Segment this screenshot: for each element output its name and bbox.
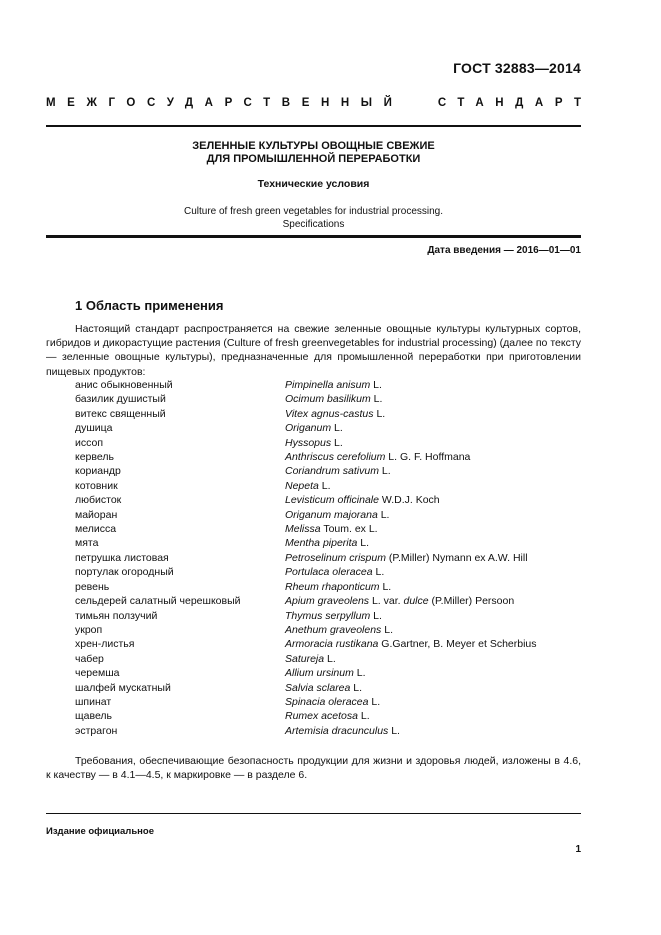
plant-russian-name: шалфей мускатный: [75, 681, 171, 694]
plant-russian-name: любисток: [75, 494, 122, 507]
plant-latin-binomial: Thymus serpyllum: [285, 609, 371, 622]
plant-latin-binomial: Coriandrum sativum: [285, 465, 379, 478]
plant-latin-authority: L.: [370, 393, 383, 406]
plant-latin-name: [285, 594, 581, 608]
plant-russian-name: укроп: [75, 623, 103, 636]
plant-row: [75, 580, 581, 594]
plant-row: [75, 464, 581, 478]
plant-latin-authority: L.: [368, 695, 381, 708]
plant-row: [75, 450, 581, 464]
plant-latin-name: [285, 436, 581, 450]
plant-russian-name: шпинат: [75, 695, 112, 708]
plant-russian-name: черемша: [75, 667, 120, 680]
plant-latin-binomial: Hyssopus: [285, 436, 332, 449]
plant-latin-binomial: Salvia sclarea: [285, 681, 351, 694]
plant-latin-binomial: Vitex agnus-castus: [285, 407, 374, 420]
plant-row: [75, 623, 581, 637]
plant-latin-authority: L.: [388, 724, 400, 737]
plant-latin-name: [285, 666, 581, 680]
banner-word-standard: СТАНДАРТ: [437, 97, 593, 109]
plant-russian-name: щавель: [75, 710, 113, 723]
plant-latin-binomial: Origanum: [285, 422, 332, 435]
english-title-line-2: Specifications: [282, 219, 345, 230]
plant-latin-authority: L.: [324, 652, 336, 665]
plant-latin-authority: (P.Miller) Nymann ex A.W. Hill: [385, 551, 528, 564]
plant-latin-name: [285, 464, 581, 478]
plant-russian-name: витекс священный: [75, 407, 166, 420]
plant-russian-name: чабер: [75, 652, 104, 665]
plant-latin-authority: L.: [377, 508, 390, 521]
plant-latin-binomial: Anethum graveolens: [285, 623, 382, 636]
official-edition-label: Издание официальное: [46, 826, 154, 837]
plant-latin-authority: L.: [350, 681, 363, 694]
plant-latin-authority: L. var.: [369, 595, 404, 608]
plant-latin-name: [285, 695, 581, 709]
plant-russian-name: эстрагон: [75, 724, 118, 737]
plant-row: [75, 551, 581, 565]
footer-divider: [46, 813, 581, 814]
plant-latin-authority: L.: [372, 566, 385, 579]
plant-latin-name: [285, 551, 581, 565]
plant-russian-name: сельдерей салатный черешковый: [75, 595, 241, 608]
plant-latin-binomial: Pimpinella anisum: [285, 379, 371, 391]
plant-latin-binomial: Mentha piperita: [285, 537, 358, 550]
top-divider: [46, 125, 581, 127]
banner-word-interstate: МЕЖГОСУДАРСТВЕННЫЙ: [46, 97, 404, 109]
plant-row: [75, 637, 581, 651]
plant-row: [75, 666, 581, 680]
plant-latin-authority: L.: [353, 667, 366, 680]
plant-russian-name: хрен-листья: [75, 638, 135, 651]
plant-latin-name: [285, 508, 581, 522]
english-title-line-1: Culture of fresh green vegetables for industrial processing.: [183, 206, 444, 217]
plant-russian-name: анис обыкновенный: [75, 379, 173, 391]
plant-latin-name: [285, 637, 581, 651]
thick-divider: [46, 235, 581, 238]
plant-latin-authority: L.: [331, 422, 343, 435]
plant-latin-name: [285, 580, 581, 594]
plant-latin-authority: L.: [370, 609, 382, 622]
plant-latin-binomial: Ocimum basilikum: [285, 393, 371, 406]
plant-russian-name: мелисса: [75, 523, 117, 536]
plant-russian-name: петрушка листовая: [75, 551, 169, 564]
plant-row: [75, 436, 581, 450]
requirements-paragraph: Требования, обеспечивающие безопасность продукции для жизни и здоровья людей, изложены в 4.6, к качеству — в 4.1—4.5, к маркировке — в разделе 6.: [46, 755, 581, 782]
english-title: [46, 205, 581, 231]
plant-row: [75, 421, 581, 435]
plant-latin-name: [285, 536, 581, 550]
plant-russian-name: тимьян ползучий: [75, 609, 158, 622]
plant-russian-name: иссоп: [75, 436, 104, 449]
plant-latin-binomial: Rumex acetosa: [285, 710, 358, 723]
scope-paragraph: Настоящий стандарт распространяется на свежие зеленные овощные культуры культурных сортов, гибридов и дикорастущие растения (Culture of fresh greenvegetables for industrial processing) (далее по тексту — зеленные овощные культуры), предназначенные для промышленной переработки при приготовлении пищевых продуктов:: [46, 323, 581, 378]
title-line-2: ДЛЯ ПРОМЫШЛЕННОЙ ПЕРЕРАБОТКИ: [206, 153, 421, 165]
page-number: 1: [575, 844, 581, 855]
introduction-date: Дата введения — 2016—01—01: [427, 245, 581, 256]
plant-russian-name: портулак огородный: [75, 566, 174, 579]
plant-latin-variety-authority: (P.Miller) Persoon: [428, 595, 515, 608]
document-subtitle: Технические условия: [257, 178, 370, 190]
plant-latin-name: [285, 479, 581, 493]
plant-latin-binomial: Artemisia dracunculus: [285, 724, 389, 737]
plant-row: [75, 709, 581, 723]
title-line-1: ЗЕЛЕННЫЕ КУЛЬТУРЫ ОВОЩНЫЕ СВЕЖИЕ: [192, 140, 435, 152]
gost-number: ГОСТ 32883—2014: [453, 60, 581, 76]
plant-russian-name: мята: [75, 537, 99, 550]
plant-latin-authority: L.: [381, 623, 393, 636]
plant-latin-binomial: Petroselinum crispum: [285, 551, 386, 564]
plant-latin-authority: L.: [379, 580, 392, 593]
plant-row: [75, 493, 581, 507]
plant-latin-binomial: Spinacia oleracea: [285, 695, 369, 708]
plant-row: [75, 378, 581, 392]
plant-latin-name: [285, 450, 581, 464]
plant-latin-name: [285, 565, 581, 579]
plant-russian-name: кориандр: [75, 465, 121, 478]
plant-row: [75, 695, 581, 709]
plant-latin-name: [285, 609, 581, 623]
plant-row: [75, 508, 581, 522]
plant-row: [75, 652, 581, 666]
plant-russian-name: ревень: [75, 580, 110, 593]
plant-row: [75, 522, 581, 536]
plant-latin-binomial: Portulaca oleracea: [285, 566, 373, 579]
plant-row: [75, 479, 581, 493]
section-heading: 1 Область применения: [75, 298, 224, 313]
plant-latin-authority: W.D.J. Koch: [378, 494, 440, 507]
plant-latin-binomial: Armoracia rustikana: [285, 638, 379, 651]
plant-latin-variety: dulce: [403, 595, 429, 608]
plant-russian-name: кервель: [75, 451, 114, 464]
standard-banner: [46, 97, 593, 109]
plant-latin-binomial: Rheum rhaponticum: [285, 580, 380, 593]
plant-row: [75, 724, 581, 738]
plant-latin-name: [285, 493, 581, 507]
plant-row: [75, 407, 581, 421]
plant-latin-name: [285, 681, 581, 695]
plant-latin-name: [285, 407, 581, 421]
plant-latin-authority: L. G. F. Hoffmana: [385, 451, 471, 464]
plant-latin-binomial: Levisticum officinale: [285, 494, 379, 507]
plant-latin-authority: L.: [357, 537, 370, 550]
plant-russian-name: базилик душистый: [75, 393, 166, 406]
plant-latin-name: [285, 378, 581, 392]
plant-row: [75, 565, 581, 579]
plant-latin-name: [285, 709, 581, 723]
plant-latin-binomial: Origanum majorana: [285, 508, 378, 521]
plant-latin-binomial: Apium graveolens: [285, 595, 370, 608]
plant-latin-binomial: Allium ursinum: [285, 667, 354, 680]
plant-russian-name: душица: [75, 422, 113, 435]
plant-latin-authority: L.: [318, 479, 331, 492]
plant-latin-authority: L.: [373, 407, 386, 420]
plant-latin-authority: L.: [331, 436, 343, 449]
plant-latin-name: [285, 421, 581, 435]
plant-latin-name: [285, 623, 581, 637]
document-title: [46, 140, 581, 166]
plant-latin-authority: L.: [370, 379, 382, 391]
plant-latin-binomial: Nepeta: [285, 479, 319, 492]
plant-latin-name: [285, 522, 581, 536]
plant-row: [75, 609, 581, 623]
plant-list: [75, 378, 581, 738]
plant-latin-authority: G.Gartner, B. Meyer et Scherbius: [378, 638, 537, 651]
plant-latin-binomial: Satureja: [285, 652, 325, 665]
plant-latin-authority: L.: [357, 710, 370, 723]
plant-latin-name: [285, 392, 581, 406]
plant-latin-name: [285, 724, 581, 738]
plant-latin-name: [285, 652, 581, 666]
plant-row: [75, 536, 581, 550]
plant-latin-authority: Toum. ex L.: [320, 523, 378, 536]
plant-latin-authority: L.: [378, 465, 391, 478]
plant-russian-name: котовник: [75, 479, 118, 492]
plant-russian-name: майоран: [75, 508, 118, 521]
plant-row: [75, 681, 581, 695]
plant-row: [75, 392, 581, 406]
plant-latin-binomial: Melissa: [285, 523, 321, 536]
plant-row: [75, 594, 581, 608]
plant-latin-binomial: Anthriscus cerefolium: [285, 451, 386, 464]
